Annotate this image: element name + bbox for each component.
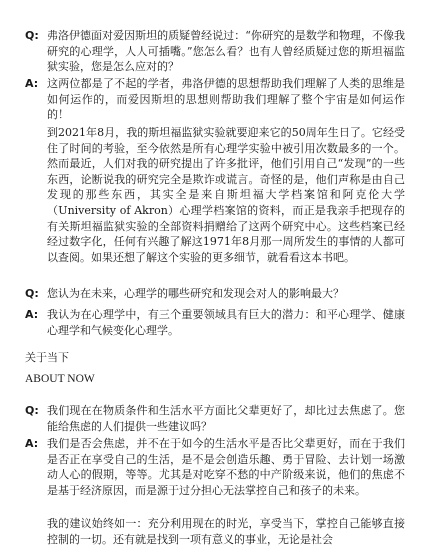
question-2	[25, 286, 405, 302]
answer-3-text: 我们是否会焦虑，并不在于如今的生活水平是否比父辈更好，而在于我们是否正在享受自己的生活，是不是会创造乐趣、勇于冒险、去计划一场激动人心的假期，等等。尤其是对吃穿不愁的中产阶级来说，他们的焦虑不是基于经济原因，而是源于过分担心无法掌控自己和孩子的未来。	[47, 437, 405, 497]
answer-1	[25, 76, 405, 123]
question-marker: Q:	[25, 29, 39, 42]
answer-marker: A:	[25, 308, 39, 321]
question-3	[25, 403, 405, 434]
answer-marker: A:	[25, 437, 39, 450]
answer-2-text: 我认为在心理学中，有三个重要领域具有巨大的潜力：和平心理学、健康心理学和气候变化心理学。	[47, 308, 405, 337]
section-title-en: ABOUT NOW	[25, 373, 95, 385]
question-1-text: 弗洛伊德面对爱因斯坦的质疑曾经说过：“你研究的是数学和物理，不像我研究的心理学，人人可插嘴。”您怎么看？也有人曾经质疑过您的斯坦福监狱实验，您是怎么应对的？	[47, 29, 405, 74]
answer-3	[25, 436, 405, 498]
question-marker: Q:	[25, 287, 39, 300]
question-1	[25, 28, 405, 75]
question-2-text: 您认为在未来，心理学的哪些研究和发现会对人的影响最大？	[47, 287, 344, 300]
answer-marker: A:	[25, 77, 39, 90]
answer-2	[25, 307, 405, 338]
answer-1-paragraph: 到2021年8月，我的斯坦福监狱实验就要迎来它的50周年生日了。它经受住了时间的考验，至今依然是所有心理学实验中被引用次数最多的一个。然而最近，人们对我的研究提出了许多批评，他们引用自己“发现”的一些东西，论断说我的研究完全是欺诈或谎言。奇怪的是，他们声称是由自己发现的那些东西，其实全是来自斯坦福大学档案馆和阿克伦大学（University of Akron）心理学档案馆的资料，而正是我亲手把现存的有关斯坦福监狱实验的全部资料捐赠给了这两个研究中心。这些档案已经经过数字化，任何有兴趣了解这1971年8月那一周所发生的事情的人都可以查阅。如果还想了解这个实验的更多细节，就看看这本书吧。	[47, 126, 405, 264]
answer-3-paragraph: 我的建议始终如一：充分利用现在的时光，享受当下，掌控自己能够直接控制的一切。还有就是找到一项有意义的事业，无论是社会	[47, 517, 405, 546]
question-marker: Q:	[25, 404, 39, 417]
section-title-cn: 关于当下	[25, 351, 69, 364]
answer-1-text: 这两位都是了不起的学者，弗洛伊德的思想帮助我们理解了人类的思维是如何运作的，而爱因斯坦的思想则帮助我们理解了整个宇宙是如何运作的！	[47, 77, 405, 122]
question-3-text: 我们现在在物质条件和生活水平方面比父辈更好了，却比过去焦虑了。您能给焦虑的人们提供一些建议吗？	[47, 404, 405, 433]
